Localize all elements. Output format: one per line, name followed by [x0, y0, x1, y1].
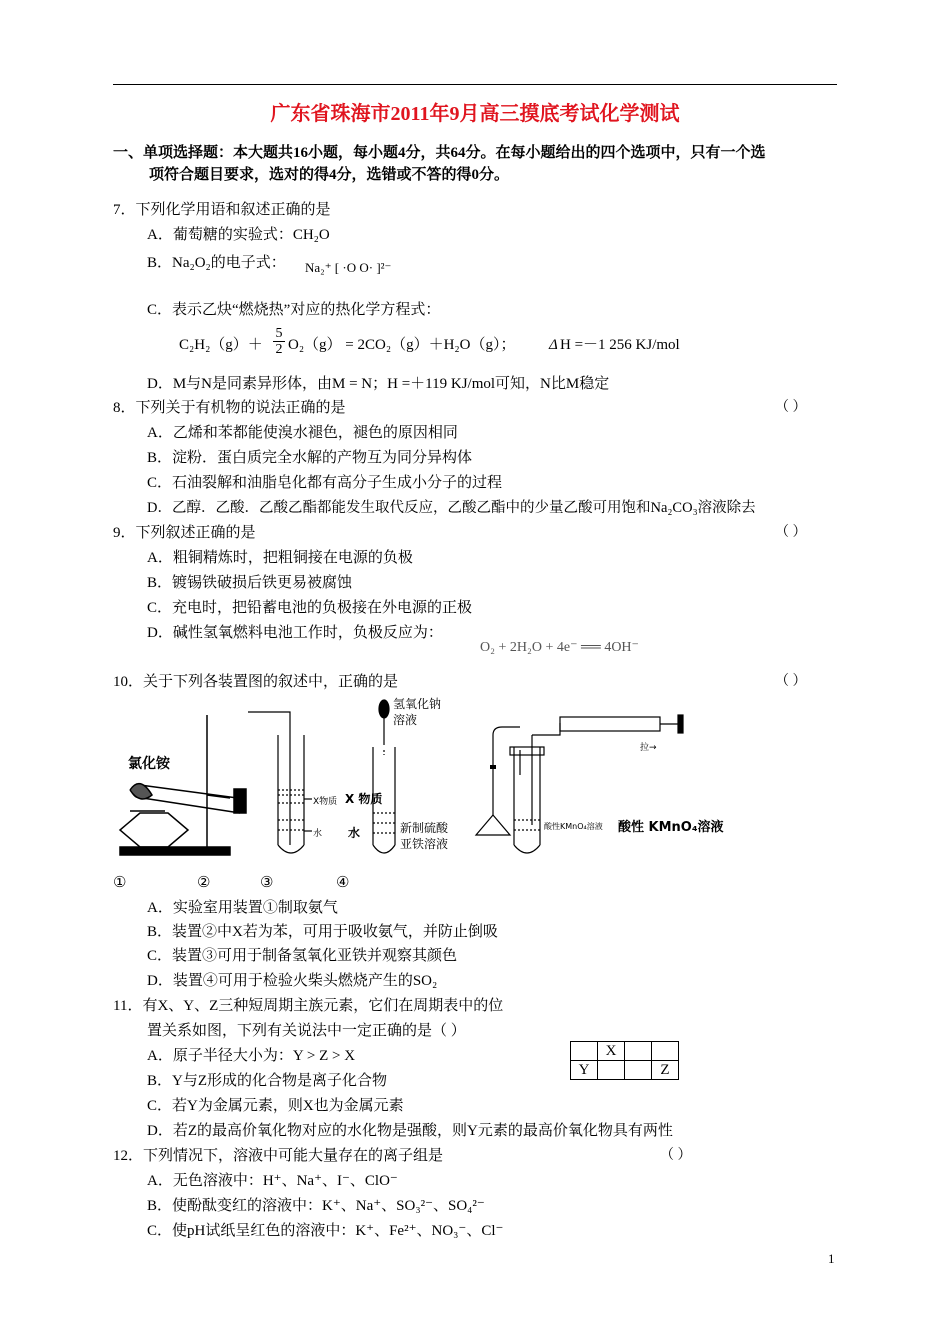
q9-option-a: A．粗铜精炼时，把粗铜接在电源的负极: [147, 550, 413, 566]
page-title: 广东省珠海市2011年9月高三摸底考试化学测试: [270, 103, 680, 125]
grid-cell: X: [598, 1042, 625, 1061]
label-nh4cl: 氯化铵: [128, 756, 170, 772]
q7-option-a: A．葡萄糖的实验式：CH₂O: [147, 227, 330, 243]
page-number: 1: [828, 1251, 835, 1266]
q12-stem: 12．下列情况下，溶液中可能大量存在的离子组是: [113, 1148, 444, 1164]
q10-answer-blank: （ ）: [775, 674, 807, 689]
grid-cell: Y: [571, 1061, 598, 1080]
section-heading-cont: 项符合题目要求，选对的得4分，选错或不答的得0分。: [149, 167, 510, 183]
q9-option-b: B．镀锡铁破损后铁更易被腐蚀: [147, 575, 353, 591]
q10-option-a: A．实验室用装置①制取氨气: [147, 900, 338, 916]
grid-row: [571, 1061, 679, 1080]
fraction-numerator: 5: [275, 326, 283, 341]
label-water-small: 水: [313, 829, 323, 839]
q7-option-d: D．M与N是同素异形体，由M = N；H =＋119 KJ/mol可知，N比M稳定: [147, 376, 610, 392]
q11-stem: 11．有X、Y、Z三种短周期主族元素，它们在周期表中的位: [113, 998, 504, 1014]
q7-delta-icon: Δ: [549, 337, 558, 353]
q11-stem-cont: 置关系如图，下列有关说法中一定正确的是（ ）: [147, 1023, 466, 1039]
grid-cell: [652, 1042, 679, 1061]
grid-cell: [598, 1061, 625, 1080]
q12-option-b: B．使酚酞变红的溶液中：K⁺、Na⁺、SO₃²⁻、SO₄²⁻: [147, 1198, 485, 1214]
grid-cell: [625, 1061, 652, 1080]
q8-option-d: D．乙醇．乙酸．乙酸乙酯都能发生取代反应，乙酸乙酯中的少量乙酸可用饱和Na₂CO₃溶液除去: [147, 500, 756, 516]
q9-stem: 9．下列叙述正确的是: [113, 525, 256, 541]
q8-option-a: A．乙烯和苯都能使溴水褪色，褪色的原因相同: [147, 425, 458, 441]
q10-stem: 10．关于下列各装置图的叙述中，正确的是: [113, 674, 399, 690]
apparatus-2: [248, 712, 312, 853]
q7-equation-left: C₂H₂（g）＋: [179, 337, 263, 353]
label-x-small: X物质: [313, 797, 338, 807]
q7-stem: 7．下列化学用语和叙述正确的是: [113, 202, 331, 218]
q7-electron-formula: Na₂⁺ [ ·O O· ]²⁻: [305, 260, 392, 275]
q9-option-d: D．碱性氢氧燃料电池工作时，负极反应为：: [147, 625, 443, 641]
grid-row: [571, 1042, 679, 1061]
apparatus-number-4: ④: [336, 875, 350, 891]
apparatus-number-2: ②: [197, 875, 211, 891]
q8-option-b: B．淀粉．蛋白质完全水解的产物互为同分异构体: [147, 450, 473, 466]
q12-option-a: A．无色溶液中：H⁺、Na⁺、I⁻、ClO⁻: [147, 1173, 398, 1189]
apparatus-number-1: ①: [113, 875, 127, 891]
q10-option-d: D．装置④可用于检验火柴头燃烧产生的SO₂: [147, 973, 438, 989]
section-heading: 一、单项选择题：本大题共16小题，每小题4分，共64分。在每小题给出的四个选项中，只有一个选: [113, 145, 766, 161]
q7-equation-right: O₂（g） = 2CO₂（g）＋H₂O（g）；: [288, 337, 516, 353]
q8-answer-blank: （ ）: [775, 400, 807, 415]
q8-option-c: C．石油裂解和油脂皂化都有高分子生成小分子的过程: [147, 475, 503, 491]
q9-equation: O₂ + 2H₂O + 4e⁻ ══ 4OH⁻: [480, 640, 639, 655]
q12-answer-blank: （ ）: [660, 1148, 692, 1163]
apparatus-1: [120, 715, 246, 855]
label-pull: 拉→: [640, 743, 657, 753]
label-naoh-2: 溶液: [393, 713, 418, 727]
header-rule: [113, 84, 837, 85]
periodic-table-grid: [570, 1041, 679, 1080]
q7-option-b: B．Na₂O₂的电子式：: [147, 255, 286, 271]
grid-cell: [625, 1042, 652, 1061]
apparatus-3: [373, 700, 395, 853]
q10-option-c: C．装置③可用于制备氢氧化亚铁并观察其颜色: [147, 948, 458, 964]
label-feso4-2: 亚铁溶液: [400, 837, 449, 851]
label-x-big: X 物质: [345, 792, 383, 806]
q7-fraction: [273, 326, 285, 357]
q9-answer-blank: （ ）: [775, 525, 807, 540]
q11-option-c: C．若Y为金属元素，则X也为金属元素: [147, 1098, 404, 1114]
q12-option-c: C．使pH试纸呈红色的溶液中：K⁺、Fe²⁺、NO₃⁻、Cl⁻: [147, 1223, 504, 1239]
label-kmno4-small: 酸性KMnO₄溶液: [544, 822, 603, 831]
label-water-big: 水: [348, 826, 361, 840]
q7-option-c: C．表示乙炔“燃烧热”对应的热化学方程式：: [147, 302, 441, 318]
q10-option-b: B．装置②中X若为苯，可用于吸收氨气，并防止倒吸: [147, 924, 498, 940]
grid-cell: Z: [652, 1061, 679, 1080]
q7-enthalpy: H =－1 256 KJ/mol: [560, 337, 680, 353]
q11-option-a: A．原子半径大小为：Y > Z > X: [147, 1048, 356, 1064]
label-feso4-1: 新制硫酸: [400, 821, 449, 835]
q11-option-d: D．若Z的最高价氧化物对应的水化物是强酸，则Y元素的最高价氧化物具有两性: [147, 1123, 673, 1139]
q8-stem: 8．下列关于有机物的说法正确的是: [113, 400, 346, 416]
label-kmno4-big: 酸性 KMnO₄溶液: [618, 820, 724, 835]
label-naoh-1: 氢氧化钠: [393, 697, 442, 711]
fraction-denominator: 2: [273, 341, 285, 357]
q11-option-b: B．Y与Z形成的化合物是离子化合物: [147, 1073, 388, 1089]
apparatus-number-3: ③: [260, 875, 274, 891]
q9-option-c: C．充电时，把铅蓄电池的负极接在外电源的正极: [147, 600, 473, 616]
grid-cell: [571, 1042, 598, 1061]
